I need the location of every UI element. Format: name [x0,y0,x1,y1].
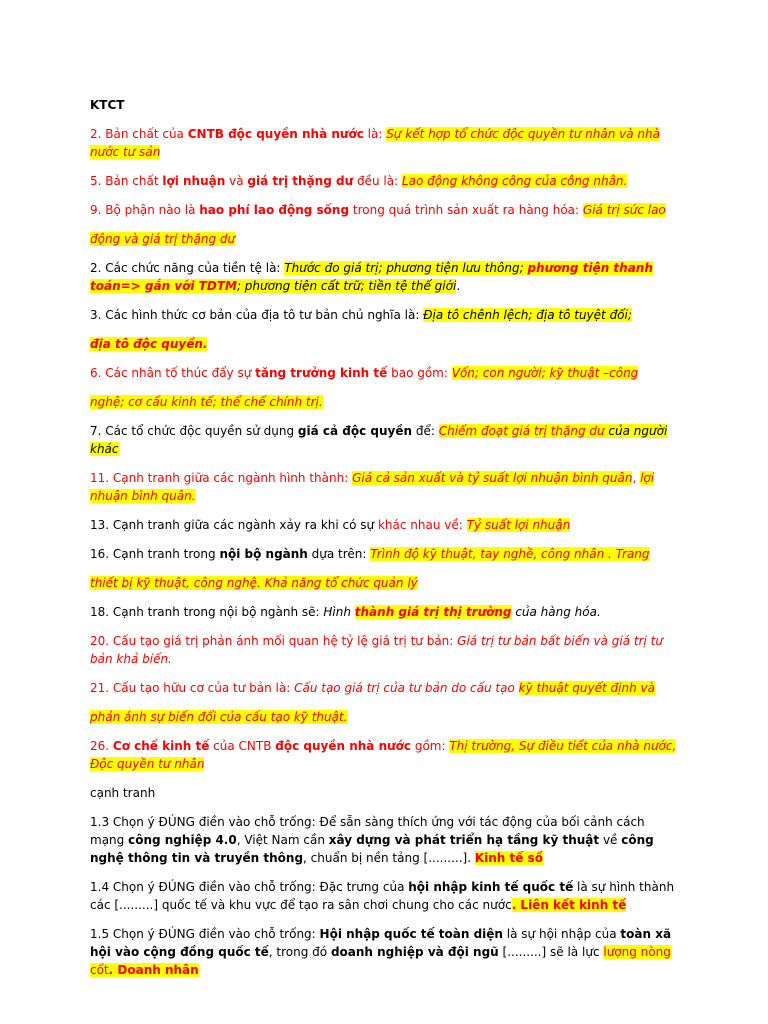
highlighted-answer: Thị trường, Sự điều tiết của nhà nước, Độc quyền tư nhân [90,739,677,771]
highlighted-answer: nghệ; cơ cấu kinh tế; thể chế chính trị. [90,395,323,409]
text-run: độc quyền nhà nước [275,739,412,753]
paragraph [90,545,680,563]
text-run: . [456,279,461,293]
text-run: dựa trên: [307,547,371,561]
highlighted-answer: Giá cả sản xuất và tỷ suất lợi nhuận bình quân [352,471,633,485]
text-run: của CNTB [209,739,276,753]
text-run: Hội nhập quốc tế toàn diện [319,927,503,941]
text-run: xây dựng và phát triển hạ tầng kỹ thuật [328,833,600,847]
highlighted-answer: Vốn; con người; kỹ thuật –công [451,366,639,380]
text-run: 11. Cạnh tranh giữa các ngành hình thành: [90,471,353,485]
paragraph [90,422,680,458]
text-run: và [225,174,248,188]
paragraph [90,393,680,411]
highlighted-answer: lượng nòng cốt [90,945,671,977]
text-run: 2. Các chức năng của tiền tệ là: [90,261,285,275]
paragraph [90,574,680,592]
text-run: 16. Cạnh tranh trong [90,547,220,561]
highlighted-answer: Tỷ suất lợi nhuận [466,518,571,532]
highlighted-answer: Địa tô chênh lệch; địa tô tuyệt đối; [423,308,632,322]
text-run: , chuẩn bị nền tảng [.........]. [303,851,475,865]
paragraph [90,925,680,979]
text-run: bao gồm: [387,366,452,380]
highlighted-answer: Kinh tế số [474,851,543,865]
text-run: 9. Bộ phận nào là [90,203,200,217]
paragraph [90,737,680,773]
text-run: 26. [90,739,113,753]
text-run: 3. Các hình thức cơ bản của địa tô tư bản chủ nghĩa là: [90,308,424,322]
text-run: công nghiệp 4.0 [128,833,237,847]
text-run: 18. Cạnh tranh trong nội bộ ngành sẽ: [90,605,324,619]
text-run: 20. Cấu tạo giá trị phản ánh mối quan hệ tỷ lệ giá trị tư bản: [90,634,458,648]
highlighted-answer: phản ánh sự biến đổi của cấu tạo kỹ thuật. [90,710,348,724]
text-run: 2. Bản chất của [90,127,188,141]
paragraph [90,632,680,668]
text-run: toàn xã hội vào cộng đồng quốc tế [90,927,672,959]
highlighted-answer: ; phương tiện cất trữ; tiền tệ thế giới [236,279,457,293]
highlighted-answer: địa tô độc quyền. [90,337,208,351]
highlighted-answer: Lao động không công của công nhân. [401,174,628,188]
text-run: để: [412,424,439,438]
highlighted-answer: Chiếm đoạt giá trị thặng dư [438,424,605,438]
highlighted-answer: Sự kết hợp tổ chức độc quyền tư nhân và nhà nước tư sản [90,127,660,159]
text-run: Cấu tạo giá trị của tư bản do cấu tạo [294,681,519,695]
highlighted-answer: phương tiện thanh toán=> gắn với TDTM [90,261,653,293]
text-run: của hàng hóa. [511,605,601,619]
highlighted-answer: Trình độ kỹ thuật, tay nghề, công nhân . Trang [370,547,650,561]
paragraph [90,364,680,382]
text-run: doanh nghiệp và đội ngũ [330,945,499,959]
highlighted-answer: Thước đo giá trị; phương tiện lưu thông; [284,261,528,275]
text-run: trong quá trình sản xuất ra hàng hóa: [349,203,583,217]
text-run: 13. Cạnh tranh giữa các ngành xảy ra khi có sự [90,518,378,532]
highlighted-answer: thiết bị kỹ thuật, công nghệ. Khả năng tổ chức quản lý [90,576,418,590]
text-run: 7. Các tổ chức độc quyền sử dụng [90,424,298,438]
paragraph [90,784,680,802]
text-run: 5. Bản chất [90,174,163,188]
text-run: 1.5 Chọn ý ĐÚNG điền vào chỗ trống: [90,927,320,941]
highlighted-answer: thành giá trị thị trường [354,605,512,619]
text-run: hội nhập kinh tế quốc tế [408,880,574,894]
paragraph [90,230,680,248]
paragraph [90,259,680,295]
text-run: 1.3 Chọn ý ĐÚNG điền vào chỗ trống: Để sẵn sàng thích ứng với tác động của bối cảnh cách mạng [90,815,645,847]
text-run: lợi nhuận [162,174,226,188]
document-body [90,96,680,990]
text-run: là sự hội nhập của [502,927,621,941]
paragraph-list [90,125,680,979]
text-run: cạnh tranh [90,786,156,800]
text-run: tăng trưởng kinh tế [255,366,388,380]
document-title: KTCT [90,98,125,112]
text-run: công nghệ thông tin và truyền thông [90,833,654,865]
highlighted-answer: lợi nhuận bình quân. [90,471,655,503]
text-run: giá cả độc quyền [297,424,413,438]
text-run: , [632,471,641,485]
highlighted-answer: . Liên kết kinh tế [511,898,627,912]
text-run: Giá trị tư bản bất biến và giá trị tư bản khả biến. [90,634,663,666]
text-run: 6. Các nhân tố thúc đẩy sự [90,366,256,380]
paragraph [90,708,680,726]
text-run: hao phí lao động sống [199,203,350,217]
text-run: , trong đó [268,945,331,959]
paragraph [90,603,680,621]
text-run: là: [363,127,387,141]
highlighted-answer: của người khác [90,424,668,456]
text-run: đều là: [353,174,402,188]
text-run: về [599,833,622,847]
text-run: Hình [323,605,355,619]
text-run: nội bộ ngành [219,547,308,561]
text-run: 1.4 Chọn ý ĐÚNG điền vào chỗ trống: Đặc trưng của [90,880,409,894]
highlighted-answer: động và giá trị thặng dư [90,232,236,246]
text-run: [.........] sẽ là lực [498,945,604,959]
paragraph [90,306,680,324]
text-run: CNTB độc quyền nhà nước [187,127,364,141]
text-run: khác nhau về: [377,518,467,532]
paragraph [90,516,680,534]
highlighted-answer: . Doanh nhân [108,963,199,977]
paragraph [90,469,680,505]
text-run: là sự hình thành các [.........] quốc tế và khu vực để tạo ra sân chơi chung cho các nước [90,880,675,912]
highlighted-answer: Giá trị sức lao [582,203,666,217]
paragraph [90,813,680,867]
paragraph [90,125,680,161]
text-run: , Việt Nam cần [236,833,329,847]
paragraph [90,679,680,697]
paragraph [90,878,680,914]
text-run: giá trị thặng dư [247,174,354,188]
paragraph [90,201,680,219]
text-run: 21. Cấu tạo hữu cơ của tư bản là: [90,681,295,695]
text-run: gồm: [411,739,450,753]
paragraph [90,172,680,190]
text-run: Cơ chế kinh tế [112,739,210,753]
highlighted-answer: kỹ thuật quyết định và [518,681,655,695]
paragraph [90,335,680,353]
